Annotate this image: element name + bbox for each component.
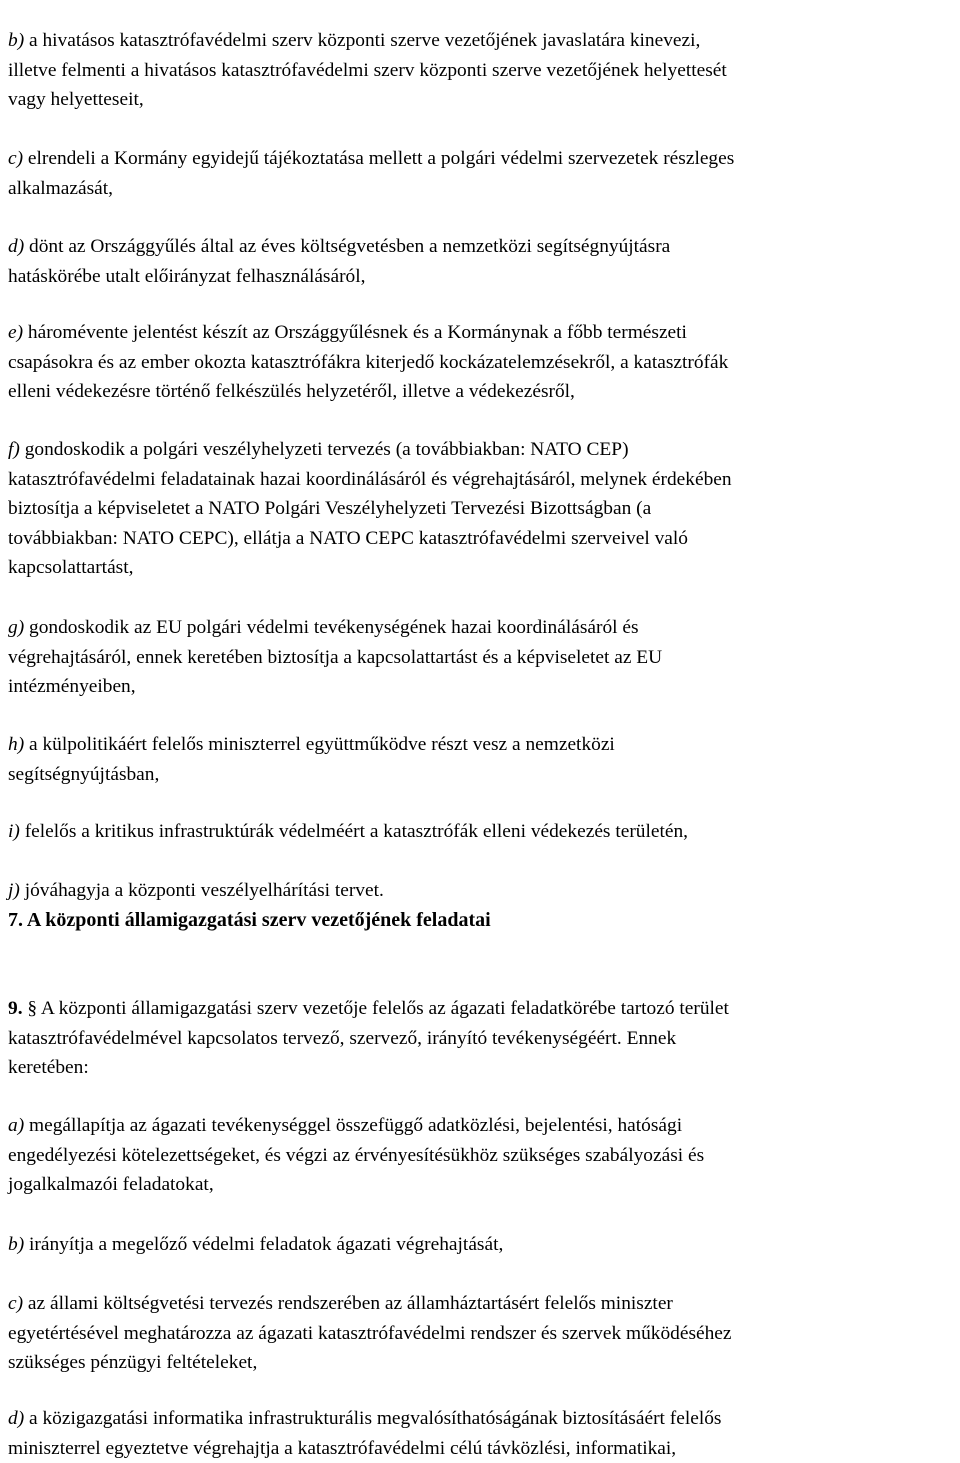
item-letter: c) [8, 148, 24, 170]
section-heading: 7. A központi államigazgatási szerv vezetőjének feladatai [8, 909, 491, 931]
list-item-c [8, 115, 734, 203]
list-item-f [8, 406, 732, 582]
list-item-h [8, 701, 615, 789]
section-paragraph [8, 965, 729, 1083]
list-item-a [8, 1082, 704, 1200]
item-letter: b) [8, 1234, 25, 1256]
item-text: a külpolitikáért felelős miniszterrel együttműködve részt vesz a nemzetközi segítségnyújtásban, [8, 734, 615, 785]
section-number: 9. [8, 998, 23, 1020]
item-letter: i) [8, 821, 20, 843]
list-item-j [8, 847, 384, 906]
list-item-i [8, 788, 688, 847]
list-item-b2 [8, 1201, 503, 1260]
item-text: gondoskodik a polgári veszélyhelyzeti tervezés (a továbbiakban: NATO CEP) katasztrófavédelmi feladatainak hazai koordinálásáról és végrehajtásáról, melynek érdekében biztosítja a képviseletet a NATO Polgári Veszélyhelyzeti Tervezési Bizottságban (a továbbiakban: NATO CEPC), ellátja a NATO CEPC katasztrófavédelmi szerveivel való kapcsolattartást, [8, 439, 732, 579]
item-letter: b) [8, 30, 25, 52]
list-item-e [8, 289, 728, 407]
item-text: gondoskodik az EU polgári védelmi tevékenységének hazai koordinálásáról és végrehajtásáról, ennek keretében biztosítja a kapcsolattartást és a képviseletet az EU intézményeiben, [8, 617, 663, 698]
section-mark-link[interactable]: § [27, 998, 38, 1020]
list-item-g [8, 584, 662, 702]
item-text: dönt az Országgyűlés által az éves költségvetésben a nemzetközi segítségnyújtásra hatáskörébe utalt előirányzat felhasználásáról, [8, 236, 671, 287]
item-text: irányítja a megelőző védelmi feladatok ágazati végrehajtását, [24, 1234, 504, 1256]
item-text: elrendeli a Kormány egyidejű tájékoztatása mellett a polgári védelmi szervezetek részleges alkalmazását, [8, 148, 735, 199]
item-text: megállapítja az ágazati tevékenységgel összefüggő adatközlési, bejelentési, hatósági engedélyezési kötelezettségeket, és végzi az érvényesítésükhöz szükséges szabályozási és jogalkalmazói feladatokat, [8, 1115, 705, 1196]
item-text: a hivatásos katasztrófavédelmi szerv központi szerve vezetőjének javaslatára kinevezi, illetve felmenti a hivatásos katasztrófavédelmi szerv központi szerve vezetőjének helyettesét vagy helyetteseit, [8, 30, 727, 111]
item-letter: e) [8, 322, 24, 344]
list-item-d [8, 203, 670, 291]
item-letter: f) [8, 439, 20, 461]
item-letter: a) [8, 1115, 25, 1137]
item-text: felelős a kritikus infrastruktúrák védelméért a katasztrófák elleni védekezés területén, [19, 821, 689, 843]
section-text: A központi államigazgatási szerv vezetője felelős az ágazati feladatkörébe tartozó terület katasztrófavédelmével kapcsolatos tervező, szervező, irányító tevékenységéért. Ennek keretében: [8, 998, 729, 1079]
item-letter: g) [8, 617, 25, 639]
item-text: háromévente jelentést készít az Országgyűlésnek és a Kormánynak a főbb természeti csapásokra és az ember okozta katasztrófákra kiterjedő kockázatelemzésekről, a katasztrófák elleni védekezésre történő felkészülés helyzetéről, illetve a védekezésről, [8, 322, 729, 403]
list-item-b [8, 0, 727, 115]
item-text: az állami költségvetési tervezés rendszerében az államháztartásért felelős miniszter egyetértésével meghatározza az ágazati katasztrófavédelmi rendszer és szervek működéséhez szükséges pénzügyi feltételeket, [8, 1293, 732, 1374]
item-letter: c) [8, 1293, 24, 1315]
item-text: jóváhagyja a központi veszélyelhárítási tervet. [19, 880, 384, 902]
item-letter: d) [8, 236, 25, 258]
list-item-d2 [8, 1375, 721, 1463]
item-letter: j) [8, 880, 20, 902]
item-text: a közigazgatási informatika infrastrukturális megvalósíthatóságának biztosításáért felelős miniszterrel egyeztetve végrehajtja a katasztrófavédelmi célú távközlési, informatikai, [8, 1408, 722, 1459]
item-letter: h) [8, 734, 25, 756]
list-item-c2 [8, 1260, 732, 1378]
item-letter: d) [8, 1408, 25, 1430]
